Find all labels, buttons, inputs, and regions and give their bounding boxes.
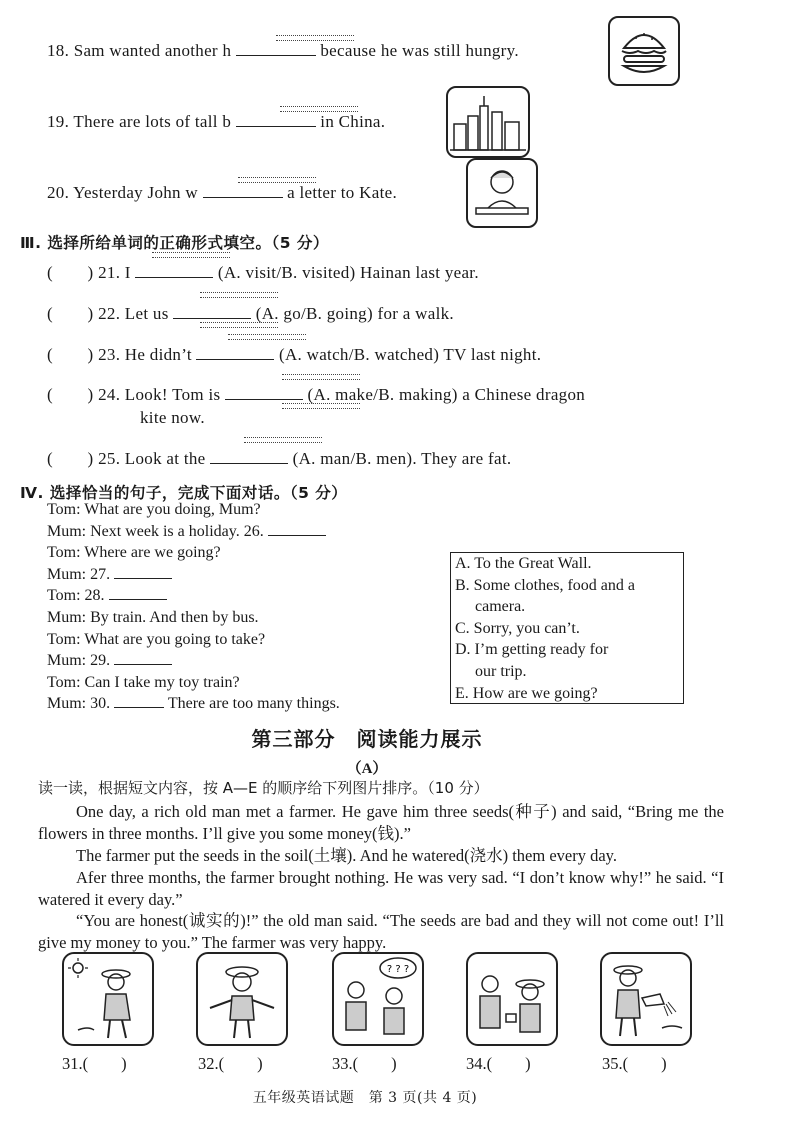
answer-33[interactable]: 33.( ) [332,1054,397,1073]
answer-blank[interactable] [109,599,167,600]
four-line-writing-guide [244,437,322,443]
answer-32[interactable]: 32.( ) [198,1054,263,1073]
dialogue-line: Mum: By train. And then by bus. [47,608,259,626]
four-line-writing-guide [200,292,278,298]
q18-suffix: because he was still hungry. [320,41,519,60]
question-25: ( ) 25. Look at the (A. man/B. men). They are fat. [47,449,512,468]
section-3-heading: Ⅲ. 选择所给单词的正确形式填空。（5 分） [20,234,329,252]
reading-instruction: 读一读，根据短文内容，按 A—E 的顺序给下列图片排序。（10 分） [38,779,489,797]
four-line-writing-guide [282,403,360,409]
option-b: B. Some clothes, food and a [455,576,635,594]
question-20 [47,183,397,203]
dialogue-line: Tom: 28. [47,585,447,607]
dialogue-line: Mum: 27. [47,564,447,586]
dialogue-line: Tom: What are you going to take? [47,630,266,648]
answer-blank[interactable] [236,55,316,56]
four-line-writing-guide [200,322,278,328]
q18-prefix: 18. Sam wanted another h [47,41,232,60]
paragraph-3: Afer three months, the farmer brought nothing. He was very sad. “I don’t know why!” he said. “I watered it every day.” [38,868,724,909]
dialogue-line: Tom: Can I take my toy train? [47,673,240,691]
option-d-continued: our trip. [475,662,527,680]
option-a: A. To the Great Wall. [455,555,592,572]
dialogue-line: Tom: What are you doing, Mum? [47,501,261,518]
q20-prefix: 20. Yesterday John w [47,183,198,202]
q20-suffix: a letter to Kate. [287,183,397,202]
reading-a-label: （A） [346,761,388,777]
question-23: ( ) 23. He didn’t (A. watch/B. watched) TV last night. [47,345,542,364]
option-e: E. How are we going? [455,684,598,702]
dialogue-line: Mum: 30. There are too many things. [47,695,340,713]
dialogue-line: Tom: Where are we going? [47,544,221,562]
section-4-heading: Ⅳ. 选择恰当的句子，完成下面对话。（5 分） [20,484,348,502]
four-line-writing-guide [238,177,316,183]
question-24-continued: kite now. [140,408,205,427]
q19-suffix: in China. [320,112,386,131]
answer-paren[interactable]: ( ) [47,304,94,323]
answer-blank[interactable] [203,197,283,198]
answer-blank[interactable] [236,126,316,127]
dialogue-line: Mum: Next week is a holiday. 26. [47,521,447,543]
answer-34[interactable]: 34.( ) [466,1054,531,1073]
page-footer: 五年级英语试题 第 3 页(共 4 页) [252,1090,478,1106]
answer-paren[interactable]: ( ) [47,385,94,404]
paragraph-2: The farmer put the seeds in the soil(土壤). And he watered(浇水) them every day. [76,846,617,865]
question-21: ( ) 21. I (A. visit/B. visited) Hainan last year. [47,263,479,282]
answer-blank[interactable] [210,463,288,464]
svg-text:? ? ?: ? ? ? [386,964,410,975]
paragraph-4: “You are honest(诚实的)!” the old man said. “The seeds are bad and they will not come out! I’ll give my money to you.” The farmer was very happy. [38,911,724,952]
answer-blank[interactable] [268,535,326,536]
four-line-writing-guide [280,106,358,112]
story-picture-3 [332,952,424,1046]
answer-35[interactable]: 35.( ) [602,1054,667,1073]
answer-paren[interactable]: ( ) [47,345,94,364]
dialogue [47,499,447,715]
paragraph-1: One day, a rich old man met a farmer. He gave him three seeds(种子) and said, “Bring me the flowers in three months. I’ll give you some money(钱).” [38,802,724,843]
answer-blank[interactable] [225,399,303,400]
answer-31[interactable]: 31.( ) [62,1054,127,1073]
four-line-writing-guide [276,35,354,41]
four-line-writing-guide [152,252,230,258]
dialogue-line: Mum: 29. [47,650,447,672]
question-19 [47,112,385,132]
story-picture-4 [466,952,558,1046]
question-22: ( ) 22. Let us (A. go/B. going) for a walk. [47,304,454,323]
answer-blank[interactable] [196,359,274,360]
boy-writing-icon [466,158,538,228]
q19-prefix: 19. There are lots of tall b [47,112,232,131]
four-line-writing-guide [228,334,306,340]
answer-blank[interactable] [114,664,172,665]
answer-paren[interactable]: ( ) [47,263,94,282]
story-picture-5 [600,952,692,1046]
question-18 [47,41,519,61]
buildings-icon [446,86,530,158]
option-d: D. I’m getting ready for [455,641,609,659]
options-box [450,552,684,704]
story-picture-1 [62,952,154,1046]
four-line-writing-guide [282,374,360,380]
option-c: C. Sorry, you can’t. [455,619,580,637]
part-3-title: 第三部分 阅读能力展示 [251,727,483,751]
answer-blank[interactable] [173,318,251,319]
answer-paren[interactable]: ( ) [47,449,94,468]
question-24: ( ) 24. Look! Tom is (A. make/B. making) a Chinese dragon [47,385,586,404]
hamburger-icon [608,16,680,86]
answer-blank[interactable] [135,277,213,278]
story-picture-2 [196,952,288,1046]
answer-blank[interactable] [114,707,164,708]
answer-blank[interactable] [114,578,172,579]
option-b-continued: camera. [475,598,526,616]
